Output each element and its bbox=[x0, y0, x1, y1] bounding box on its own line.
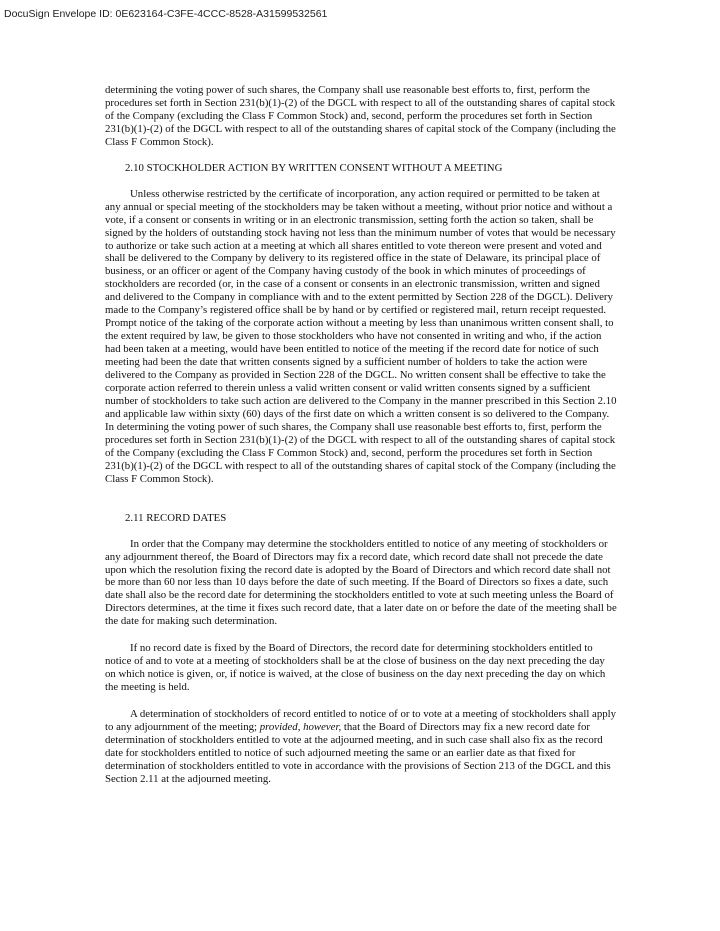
section-2-11-paragraph-2: If no record date is fixed by the Board of Directors, the record date for determining stockholders entitled to notice of and to vote at a meeting of stockholders shall be at the close of business on the day next preceding the day on which notice is given, or, if notice is waived, at the close of business on the day next preceding the day on which the meeting is held. bbox=[105, 642, 606, 694]
provided-however-italic: provided, however, bbox=[259, 721, 342, 734]
section-2-11-paragraph-1: In order that the Company may determine the stockholders entitled to notice of any meeting of stockholders or any adjournment thereof, the Board of Directors may fix a record date, which record date shall not precede the date upon which the resolution fixing the record date is adopted by the Board of Directors and which record date shall not be more than 60 nor less than 10 days before the date of such meeting. If the Board of Directors so fixes a date, such date shall also be the record date for determining the stockholders entitled to vote at such meeting unless the Board of Directors determines, at the time it fixes such record date, that a later date on or before the date of the meeting shall be the date for making such determination. bbox=[105, 537, 617, 628]
section-2-10-heading: 2.10 STOCKHOLDER ACTION BY WRITTEN CONSENT WITHOUT A MEETING bbox=[125, 161, 503, 174]
continuation-paragraph: determining the voting power of such shares, the Company shall use reasonable best efforts to, first, perform the procedures set forth in Section 231(b)(1)-(2) of the DGCL with respect to all of the outstanding shares of capital stock of the Company (excluding the Class F Common Stock) and, second, perform the procedures set forth in Section 231(b)(1)-(2) of the DGCL with respect to all of the outstanding shares of capital stock of the Company (including the Class F Common Stock). bbox=[105, 84, 616, 148]
section-2-11-paragraph-3 bbox=[105, 708, 617, 786]
document-page-body bbox=[105, 84, 617, 786]
section-2-10-paragraph: Unless otherwise restricted by the certificate of incorporation, any action required or permitted to be taken at any annual or special meeting of the stockholders may be taken without a meeting, without prior notice and without a vote, if a consent or consents in writing or in an electronic transmission, setting forth the action so taken, shall be signed by the holders of outstanding stock having not less than the minimum number of votes that would be necessary to authorize or take such action at a meeting at which all shares entitled to vote thereon were present and voted and shall be delivered to the Company by delivery to its registered office in the state of Delaware, its principal place of business, or an officer or agent of the Company having custody of the book in which minutes of proceedings of stockholders are recorded (or, in the case of a consent or consents in an electronic transmission, written and signed and delivered to the Company in compliance with and to the extent permitted by Section 228 of the DGCL). Delivery made to the Company’s registered office shall be by hand or by certified or registered mail, return receipt requested. Prompt notice of the taking of the corporate action without a meeting by less than unanimous written consent shall, to the extent required by law, be given to those stockholders who have not consented in writing and who, if the action had been taken at a meeting, would have been entitled to notice of the meeting if the record date for notice of such meeting had been the date that written consents signed by a sufficient number of holders to take the action were delivered to the Company as provided in Section 228 of the DGCL. No written consent shall be effective to take the corporate action referred to therein unless a valid written consent or valid written consents signed by a sufficient number of stockholders to take such action are delivered to the Company in the manner prescribed in this Section 2.10 and applicable law within sixty (60) days of the first date on which a written consent is so delivered to the Company. In determining the voting power of such shares, the Company shall use reasonable best efforts to, first, perform the procedures set forth in Section 231(b)(1)-(2) of the DGCL with respect to all of the outstanding shares of capital stock of the Company (excluding the Class F Common Stock) and, second, perform the procedures set forth in Section 231(b)(1)-(2) of the DGCL with respect to all of the outstanding shares of capital stock of the Company (including the Class F Common Stock). bbox=[105, 187, 617, 485]
paragraph-3-text-after: that the Board of Directors may fix a new record date for determination of stockholders entitled to vote at the adjourned meeting, and in such case shall also fix as the record date for stockholders entitled to notice of such adjourned meeting the same or an earlier date as that fixed for determination of stockholders entitled to vote in accordance with the provisions of Section 213 of the DGCL and this Section 2.11 at the adjourned meeting. bbox=[105, 721, 611, 785]
section-2-11-heading: 2.11 RECORD DATES bbox=[125, 511, 227, 524]
docusign-envelope-id: DocuSign Envelope ID: 0E623164-C3FE-4CCC-8528-A31599532561 bbox=[4, 8, 328, 20]
paragraph-3-text-before: A determination of stockholders of record entitled to notice of or to vote at a meeting of stockholders shall apply to any adjournment of the meeting; bbox=[105, 708, 617, 734]
